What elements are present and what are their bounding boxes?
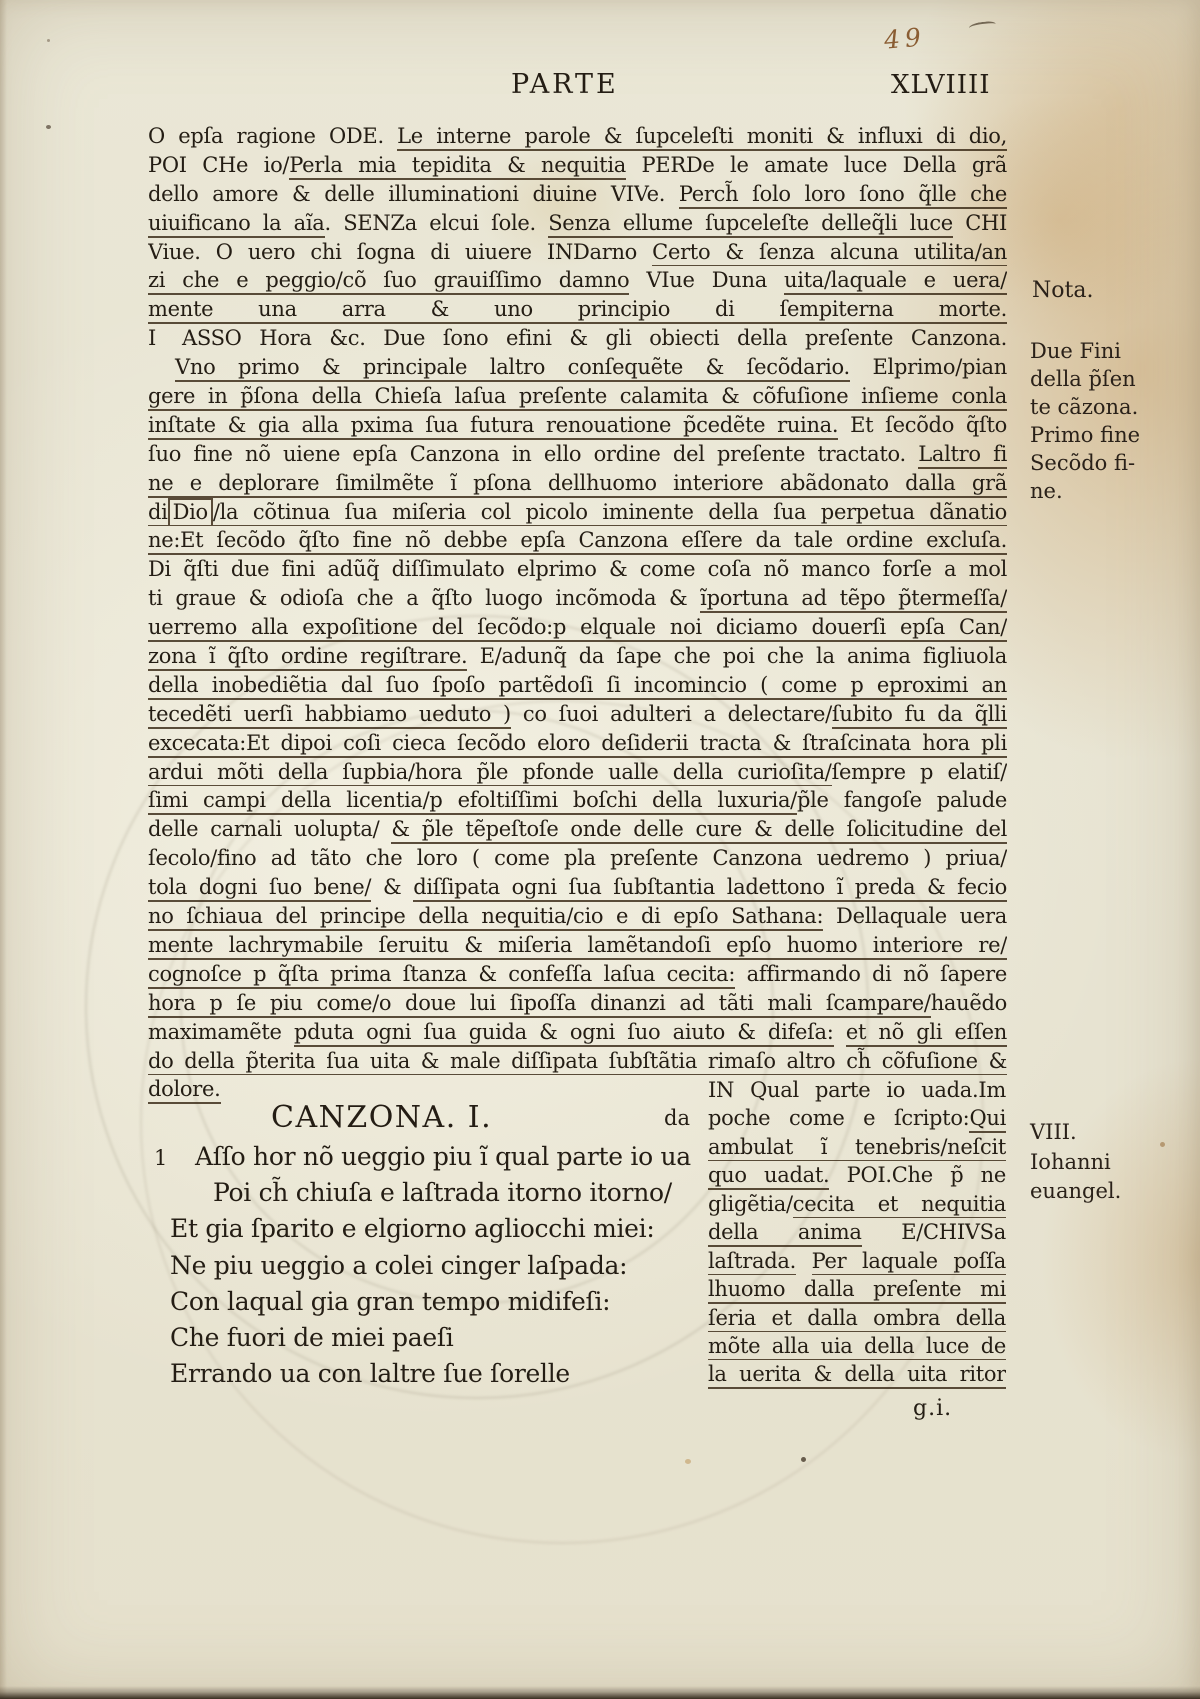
text-line: laſtrada. Per laquale poſſa [708,1247,1006,1275]
margin-note-line: ne. [1030,479,1063,503]
margin-note-line: te cãzona. [1030,395,1139,419]
text-line: no ſchiaua del principe della nequitia/cio e di epſo Sathana: Dellaquale uera [148,902,1007,931]
text-line: poche come e ſcripto:Qui [708,1104,1006,1132]
ink-speck [46,125,51,129]
handwritten-page-number: 49 [882,22,927,55]
margin-note-line: Due Fini [1030,339,1121,363]
text-line: tola dogni ſuo bene/ & diſſipata ogni ſua ſubſtantia ladettono ĩ preda & fecio [148,873,1007,902]
bottom-edge-shadow [0,1686,1200,1699]
text-line: ardui mõti della ſupbia/hora p̃le pfonde ualle della curioſita/ſempre p elatiſ/ [148,758,1007,787]
text-line: Vno primo & principale laltro conſequẽte & ſecõdario. Elprimo/pian [148,353,1007,382]
text-line: mõte alla uia della luce de [708,1332,1006,1360]
ink-speck [801,1457,806,1462]
text-line: tecedẽti uerſi habbiamo ueduto ) co ſuoi adulteri a delectare/ſubito fu da q̃lli [148,700,1007,729]
text-line: di Dio /la cõtinua ſua miſeria col picolo iminente della ſua perpetua dãnatio [148,498,1007,527]
margin-note-due-fini [1030,337,1180,505]
text-line: ſimi campi della licentia/p efoltiſſimi boſchi della luxuria/p̃le fangoſe palude [148,786,1007,815]
text-line: ſecolo/fino ad tãto che loro ( come pla preſente Canzona uedremo ) priua/ [148,846,1007,871]
margin-note-line: Iohanni [1030,1149,1111,1174]
text-line: della anima E/CHIVSa [708,1218,1006,1246]
catchword-da: da [664,1106,690,1130]
text-line: ne e deplorare ſimilmẽte ĩ pſona dellhuomo interiore abãdonato dalla grã [148,469,1007,498]
page-edge-shadow [0,0,7,1699]
text-line: zi che e peggio/cõ ſuo grauiſſimo damno VIue Duna uita/laquale e uera/ [148,266,1007,295]
text-line: Di q̃ſti due fini adũq̃ diſſimulato elprimo & come coſa nõ manco forſe a mol [148,557,1007,582]
text-line: mente lachrymabile ſeruitu & miſeria lamẽtandoſi epſo huomo interiore re/ [148,931,1007,960]
text-line: hora p ſe piu come/o doue lui ſipoſſa dinanzi ad tãti mali ſcampare/hauẽdo [148,989,1007,1018]
text-line: 1 Aſſo hor nõ ueggio piu ĩ qual parte io ua [154,1142,691,1171]
text-line: do della p̃terita ſua uita & male diſſipata ſubſtãtia rimaſo altro ch̃ cõfuſione & [148,1047,1007,1076]
text-line: la uerita & della uita ritor [708,1360,1006,1388]
text-line: ſeria et dalla ombra della [708,1304,1006,1332]
commentary-column [708,1076,1006,1389]
text-line: ti graue & odioſa che a q̃ſto luogo incõmoda & ĩportuna ad tẽpo p̃termeſſa/ [148,584,1007,613]
text-line: della inobediẽtia dal ſuo ſpoſo partẽdoſi ſi incomincio ( come p eproximi an [148,671,1007,700]
text-line: maximamẽte pduta ogni ſua guida & ogni ſuo aiuto & difeſa: et nõ gli eſſen [148,1018,1007,1047]
margin-note-line: euangel. [1030,1179,1122,1203]
text-line: dello amore & delle illuminationi diuine VIVe. Perch̃ ſolo loro ſono q̃lle che [148,180,1007,209]
text-line: gere in p̃ſona della Chieſa laſua preſente calamita & cõfuſione inſieme conla [148,382,1007,411]
folio-number-roman: XLVIIII [891,70,991,100]
paper-stain-spot [685,1459,691,1464]
pen-mark [969,20,997,32]
text-line: excecata:Et dipoi coſi cieca ſecõdo eloro deſiderii tracta & ſtraſcinata hora pli [148,729,1007,758]
text-line: IN Qual parte io uada.Im [708,1078,1006,1102]
text-line: cognoſce p q̃ſta prima ſtanza & confeſſa laſua cecita: affirmando di nõ ſapere [148,960,1007,989]
text-line: uerremo alla expoſitione del ſecõdo:p elquale noi diciamo douerſi epſa Can/ [148,613,1007,642]
text-line: zona ĩ q̃ſto ordine regiſtrare. E/adunq̃ da ſape che poi che la anima figliuola [148,642,1007,671]
text-line: quo uadat. POI.Che p̃ ne [708,1161,1006,1189]
signature-mark: g.i. [913,1396,953,1421]
text-line: lhuomo dalla preſente mi [708,1275,1006,1303]
text-line: ambulat ĩ tenebris/neſcit [708,1133,1006,1161]
text-line: POI CHe io/Perla mia tepidita & nequitia PERDe le amate luce Della grã [148,151,1007,180]
margin-note-line: Primo fine [1030,423,1141,447]
canzona-verses [148,1139,691,1392]
text-line: Viue. O uero chi ſogna di uiuere INDarno Certo & ſenza alcuna utilita/an [148,238,1007,267]
running-header-parte: PARTE [511,69,619,100]
text-line: Che fuori de miei paeſi [170,1322,454,1352]
text-line: Ne piu ueggio a colei cinger laſpada: [170,1250,628,1280]
text-line: ſuo fine nõ uiene epſa Canzona in ello ordine del preſente tractato. Laltro fi [148,440,1007,469]
text-line: inſtate & gia alla pxima ſua futura renouatione p̃cedẽte ruina. Et ſecõdo q̃ſto [148,411,1007,440]
text-line: Poi ch̃ chiuſa e laſtrada itorno itorno/ [213,1178,672,1208]
text-line: I ASSO Hora &c. Due ſono efini & gli obiecti della preſente Canzona. [148,326,1007,351]
main-text-block [148,122,1007,1104]
margin-note-line: Secõdo fi- [1030,451,1136,475]
margin-note-line: della p̃ſen [1030,367,1136,391]
text-line: Con laqual gia gran tempo midifeſi: [170,1286,611,1316]
text-line: ne:Et ſecõdo q̃ſto fine nõ debbe epſa Canzona eſſere da tale ordine excluſa. [148,526,1007,555]
text-line: delle carnali uolupta/ & p̃le tẽpeſtoſe onde delle cure & delle ſolicitudine del [148,815,1007,844]
text-line: Et gia ſparito e elgiorno agliocchi miei: [170,1214,655,1244]
margin-note-nota: Nota. [1032,278,1094,303]
canzona-heading: CANZONA. I. [271,1100,493,1135]
ink-speck [47,39,50,42]
margin-note-iohanni-evangel [1030,1118,1180,1207]
text-line: O epſa ragione ODE. Le interne parole & ſupceleſti moniti & influxi di dio, [148,122,1007,151]
text-line: gligẽtia/cecita et nequitia [708,1190,1006,1218]
text-line: Errando ua con laltre ſue ſorelle [170,1359,570,1389]
text-line: dolore. [148,1075,1007,1104]
margin-note-line: VIII. [1030,1120,1077,1144]
text-line: uiuificano la aĩa. SENZa elcui ſole. Senza ellume ſupceleſte delleq̃li luce CHI [148,209,1007,238]
text-line: mente una arra & uno principio di ſempiterna morte. [148,295,1007,324]
